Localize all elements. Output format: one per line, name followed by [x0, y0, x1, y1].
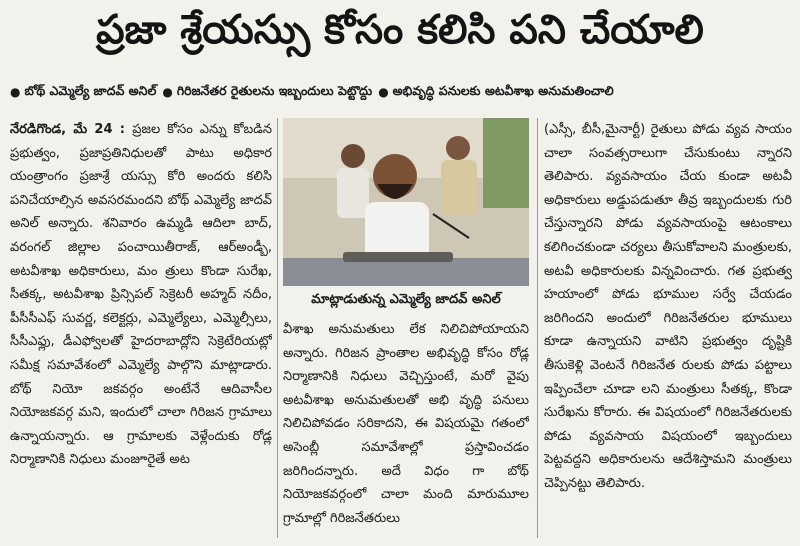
headline: ప్రజా శ్రేయస్సు కోసం కలిసి పని చేయాలి — [96, 7, 704, 53]
subheadline-bar — [10, 82, 792, 102]
subheadline-2 — [162, 83, 372, 102]
subheadline-3 — [378, 83, 613, 102]
article-column-2 — [283, 318, 529, 538]
article-column-1 — [10, 118, 272, 538]
bullet-icon: ● — [10, 85, 21, 99]
article-column-3-text: (ఎస్సీ, బీసీ,మైనార్టీ) రైతులు పోడు వ్యవ సాయం చాలా సంవత్సరాలుగా చేసుకుంటు న్నారని తెలిపారు. వ్యవసాయం చేయ కుండా అటవీ అధికారులు అడ్డుపడుతూ తీవ్ర ఇబ్బందులకు గురి చేస్తున్నారని పోడు వ్యవసాయంపై ఆటంకాలు కలిగించకుండా చర్యలు తీసుకోవాలని మంత్రులకు, అటవీ అధికారులకు విన్నవించారు. గత ప్రభుత్వ హయాంలో పోడు భూముల సర్వే చేయడం జరిగిందని అందులో గిరిజనేతరుల భూములు కూడా ఉన్నాయని వాటిని ప్రభుత్వం దృష్టికి తీసుకెళ్లి వెంటనే గిరిజనేత రులకు పోడు పట్టాలు ఇప్పించేలా చూడా లని మంత్రులు సీతక్క, కొండా సురేఖను కోరారు. ఈ విషయంలో గిరిజనేతరులకు పోడు వ్యవసాయ విషయంలో ఇబ్బందులు పెట్టవద్దని అధికారులను ఆదేశిస్తామని మంత్రులు చెప్పినట్టు తెలిపారు. — [544, 122, 792, 491]
article-column-1-text: ప్రజల కోసం ఎన్ను కోబడిన ప్రభుత్వం, ప్రజాప్రతినిధులతో పాటు అధికార యంత్రాంగం ప్రజాశ్రే యస్సు కోరి అందరు కలిసి పనిచేయాల్సిన అవసరమందని బోథ్ ఎమ్మెల్యే జాదవ్ అనిల్ అన్నారు. శనివారం ఉమ్మడి ఆదిలా బాద్, వరంగల్ జిల్లాల పంచాయితీరాజ్, ఆర్అండ్బీ, అటవీశాఖ అధికారులు, మం త్రులు కొండా సురేఖ, సీతక్క, అటవీశాఖ ప్రిన్సిపల్ సెక్రెటరీ అహ్మద్ నదీం, పీసీసీఎఫ్ సువర్ణ, కలెక్టర్లు, ఎమ్మెల్యేలు, ఎమ్మెల్సీలు, సీసీఎఫ్లు, డీఎఫ్వోలతో హైదరాబాద్లోని సెక్రెటేరియట్లో సమీక్ష సమావేశంలో ఎమ్మెల్యే పాల్గొని మాట్లాడారు. బోథ్ నియో జకవర్గం అంటేనే ఆదివాసీల నియోజకవర్గ మని, ఇందులో చాలా గిరిజన గ్రామాలు ఉన్నాయన్నారు. ఆ గ్రామాలకు వెళ్లేందుకు రోడ్ల నిర్మాణానికి నిధులు మంజూరైతే అట — [10, 122, 272, 468]
article-column-2-text: వీశాఖ అనుమతులు లేక నిలిచిపోయాయని అన్నారు. గిరిజన ప్రాంతాల అభివృద్ధి కోసం రోడ్ల నిర్మాణానికి నిధులు వెచ్చిస్తుంటే, మరో వైపు అటవీశాఖ అనుమతులతో అభి వృద్ధి పనులు నిలిచిపోవడం సరికాదని, ఈ విషయమై గతంలో అసెంబ్లీ సమావేశాల్లో ప్రస్తావించడం జరిగిందన్నారు. అదే విధం గా బోథ్ నియోజకవర్గంలో చాలా మంది మారుమూల గ్రామాల్లో గిరిజనేతరులు — [283, 322, 529, 526]
subheadline-2-text: గిరిజనేతర రైతులను ఇబ్బందులు పెట్టొద్దు — [176, 82, 373, 98]
bullet-icon: ● — [378, 85, 389, 99]
subheadline-3-text: అభివృద్ధి పనులకు అటవీశాఖ అనుమతించాలి — [392, 82, 614, 98]
column-divider — [277, 118, 278, 538]
subheadline-1-text: బోథ్ ఎమ్మెల్యే జాదవ్ అనిల్ — [24, 82, 157, 98]
bullet-icon: ● — [162, 85, 173, 99]
column-divider — [537, 118, 538, 538]
article-photo — [283, 118, 529, 286]
article-column-3 — [544, 118, 792, 538]
dateline: నేరడిగొండ, మే 24 : — [10, 122, 133, 137]
photo-illustration — [283, 118, 529, 286]
subheadline-1 — [10, 83, 156, 102]
photo-caption: మాట్లాడుతున్న ఎమ్మెల్యే జాదవ్ అనిల్ — [311, 292, 501, 307]
